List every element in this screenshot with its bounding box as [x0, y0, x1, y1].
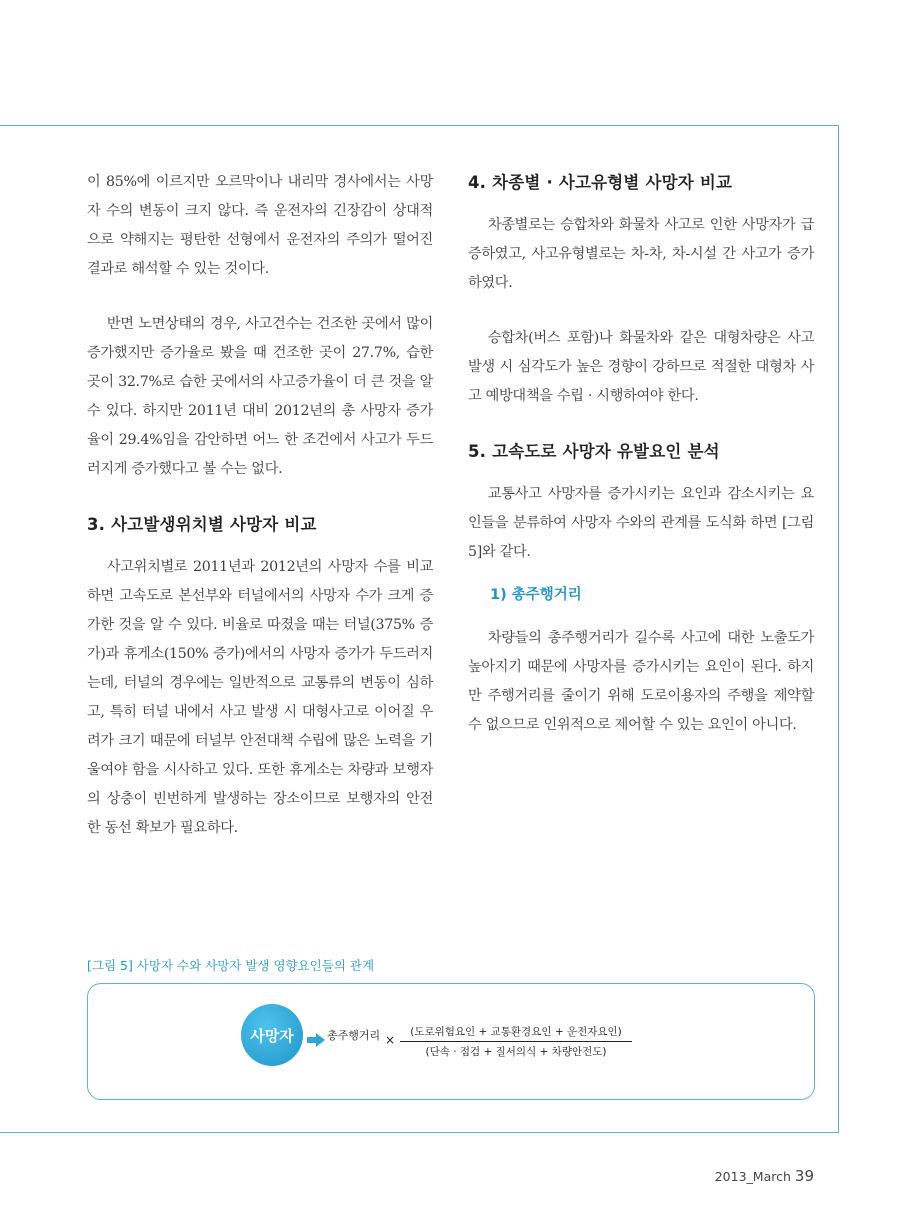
fraction-denominator: (단속 · 점검 + 질서의식 + 차량안전도) [425, 1046, 607, 1058]
right-column [468, 168, 814, 740]
times-symbol: × [385, 1033, 396, 1047]
paragraph: 차량들의 총주행거리가 길수록 사고에 대한 노출도가 높아지기 때문에 사망자를 증가시키는 요인이 된다. 하지만 주행거리를 줄이기 위해 도로이용자의 주행을 제약할 수 없으므로 인위적으로 제어할 수 있는 요인이 아니다. [468, 630, 814, 733]
page-number: 39 [794, 1167, 814, 1185]
fatalities-circle: 사망자 [241, 1004, 303, 1066]
page-footer [715, 1166, 814, 1185]
figure-box [87, 983, 815, 1100]
paragraph: 사고위치별로 2011년과 2012년의 사망자 수를 비교하면 고속도로 본선부와 터널에서의 사망자 수가 크게 증가한 것을 알 수 있다. 비율로 따졌을 때는 터널(375% 증가)과 휴게소(150% 증가)에서의 사망자 증가가 두드러지는데, 터널의 경우에는 일반적으로 교통류의 변동이 심하고, 특히 터널 내에서 사고 발생 시 대형사고로 이어질 우려가 크기 때문에 터널부 안전대책 수립에 많은 노력을 기울여야 함을 시사하고 있다. 또한 휴게소는 차량과 보행자의 상충이 빈번하게 발생하는 장소이므로 보행자의 안전한 동선 확보가 필요하다. [87, 559, 433, 836]
issue-label: 2013_March [714, 1169, 791, 1184]
figure-caption: [그림 5] 사망자 수와 사망자 발생 영향요인들의 관계 [87, 958, 375, 973]
section-heading-5: 5. 고속도로 사망자 유발요인 분석 [468, 442, 720, 461]
paragraph: 교통사고 사망자를 증가시키는 요인과 감소시키는 요인들을 분류하여 사망자 수와의 관계를 도식화 하면 [그림 5]와 같다. [468, 486, 814, 560]
section-heading-3: 3. 사고발생위치별 사망자 비교 [87, 515, 317, 534]
formula-term: 총주행거리 [327, 1029, 381, 1042]
fraction-numerator: (도로위험요인 + 교통환경요인 + 운전자요인) [400, 1024, 632, 1042]
paragraph: 승합차(버스 포함)나 화물차와 같은 대형차량은 사고 발생 시 심각도가 높은 경향이 강하므로 적절한 대형차 사고 예방대책을 수립 · 시행하여야 한다. [468, 330, 814, 404]
paragraph: 이 85%에 이르지만 오르막이나 내리막 경사에서는 사망자 수의 변동이 크지 않다. 즉 운전자의 긴장감이 상대적으로 약해지는 평탄한 선형에서 운전자의 주의가 떨어진 결과로 해석할 수 있는 것이다. [87, 174, 433, 277]
section-heading-4: 4. 차종별 · 사고유형별 사망자 비교 [468, 173, 733, 192]
paragraph: 차종별로는 승합차와 화물차 사고로 인한 사망자가 급증하였고, 사고유형별로는 차-차, 차-시설 간 사고가 증가하였다. [468, 217, 814, 291]
subsection-heading: 1) 총주행거리 [490, 587, 582, 603]
left-column [87, 168, 433, 843]
arrow-right-icon [307, 1033, 325, 1047]
formula-fraction [400, 1024, 632, 1059]
paragraph: 반면 노면상태의 경우, 사고건수는 건조한 곳에서 많이 증가했지만 증가율로 봤을 때 건조한 곳이 27.7%, 습한 곳이 32.7%로 습한 곳에서의 사고증가율이 더 큰 것을 알 수 있다. 하지만 2011년 대비 2012년의 총 사망자 증가율이 29.4%임을 감안하면 어느 한 조건에서 사고가 두드러지게 증가했다고 볼 수는 없다. [87, 316, 433, 477]
